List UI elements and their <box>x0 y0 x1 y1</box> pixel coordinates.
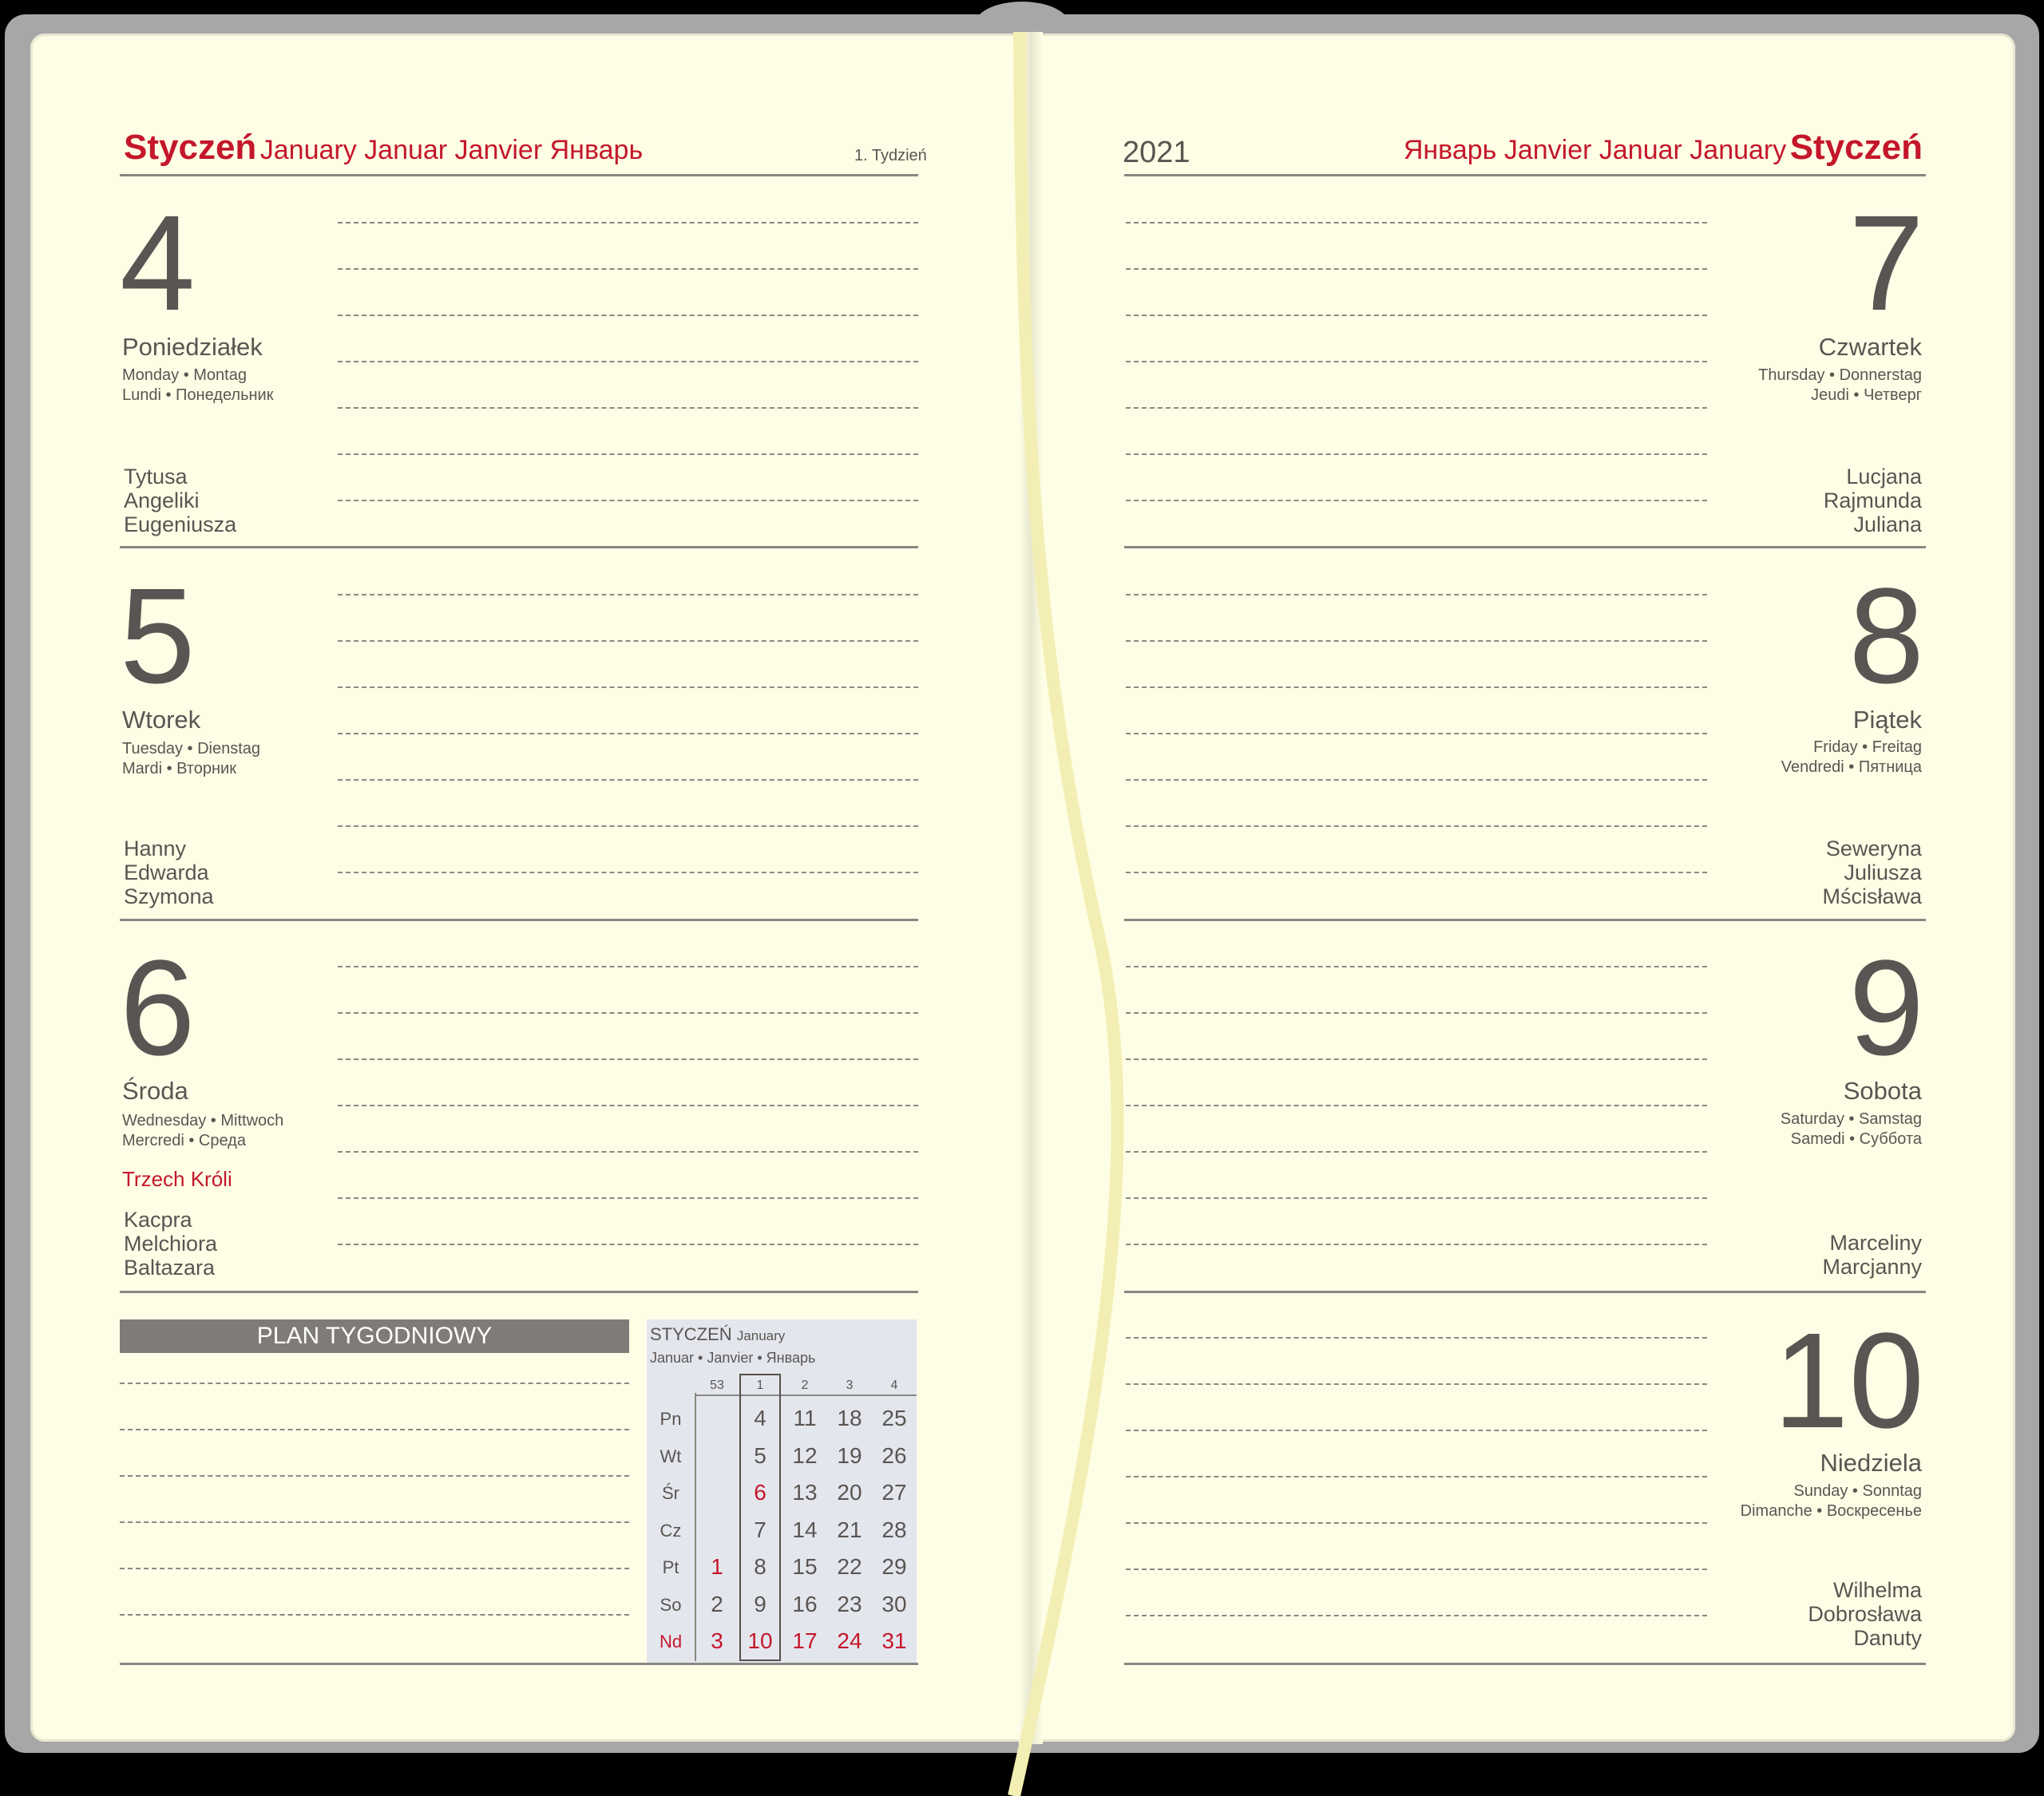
writing-line <box>338 1197 918 1199</box>
writing-line <box>338 1012 918 1014</box>
writing-line <box>1126 1012 1707 1014</box>
name-days: Kacpra Melchiora Baltazara <box>124 1208 218 1280</box>
day-name: Sobota <box>1843 1077 1922 1105</box>
writing-line <box>1126 872 1707 873</box>
writing-line <box>338 268 918 270</box>
mini-calendar <box>647 1319 917 1663</box>
holiday-label: Trzech Króli <box>122 1167 232 1191</box>
calendar-day: 8 <box>754 1554 766 1579</box>
calendar-day: 5 <box>754 1442 766 1468</box>
day-translations: Friday • Freitag Vendredi • Пятница <box>1781 738 1922 776</box>
day-name: Wtorek <box>122 706 201 734</box>
writing-line <box>338 966 918 967</box>
writing-line <box>120 1429 629 1430</box>
name-days: Tytusa Angeliki Eugeniusza <box>124 465 237 536</box>
name-days: Wilhelma Dobrosława Danuty <box>1808 1578 1922 1650</box>
day-rule <box>120 546 918 548</box>
writing-line <box>1126 640 1707 642</box>
calendar-day: 24 <box>837 1628 862 1653</box>
writing-line <box>338 1058 918 1060</box>
day-name: Piątek <box>1852 706 1922 734</box>
calendar-day: 6 <box>754 1480 766 1505</box>
writing-line <box>1126 1569 1707 1570</box>
day-number: 9 <box>1848 932 1924 1084</box>
week-number: 53 <box>710 1379 724 1392</box>
calendar-day: 1 <box>711 1554 723 1579</box>
day-number: 10 <box>1773 1305 1924 1457</box>
day-translations: Saturday • Samstag Samedi • Суббота <box>1780 1110 1922 1148</box>
writing-line <box>1126 407 1707 409</box>
writing-line <box>1126 1105 1707 1106</box>
calendar-day: 4 <box>754 1406 766 1430</box>
calendar-day: 26 <box>881 1442 907 1468</box>
writing-line <box>338 407 918 409</box>
calendar-day: 15 <box>792 1554 818 1579</box>
month-translations: Январь Janvier Januar January <box>1403 135 1787 165</box>
writing-line <box>120 1568 629 1569</box>
writing-line <box>1126 1337 1707 1339</box>
writing-line <box>1126 779 1707 781</box>
writing-line <box>1126 1615 1707 1616</box>
day-name: Czwartek <box>1818 333 1922 361</box>
writing-line <box>338 500 918 501</box>
weekday-label: Pn <box>660 1409 682 1429</box>
calendar-day: 16 <box>792 1591 818 1616</box>
name-days: Lucjana Rajmunda Juliana <box>1823 465 1922 536</box>
writing-line <box>1126 1476 1707 1478</box>
header-rule <box>120 174 918 176</box>
calendar-day: 17 <box>792 1628 818 1653</box>
day-translations: Wednesday • Mittwoch Mercredi • Среда <box>122 1112 284 1149</box>
month-title: Styczeń <box>1789 128 1923 167</box>
weekday-label: Śr <box>662 1483 679 1503</box>
day-rule <box>1124 546 1926 548</box>
name-days: Seweryna Juliusza Mścisława <box>1822 837 1922 908</box>
weekday-label: Wt <box>660 1446 682 1466</box>
week-number: 2 <box>801 1379 809 1392</box>
day-name: Środa <box>122 1077 188 1105</box>
writing-line <box>338 1151 918 1153</box>
mini-calendar-subtitle: Januar • Janvier • Январь <box>650 1350 816 1366</box>
writing-line <box>338 825 918 827</box>
week-number: 3 <box>846 1379 854 1392</box>
writing-line <box>1126 1151 1707 1153</box>
writing-line <box>1126 222 1707 224</box>
month-title: Styczeń <box>124 128 257 167</box>
day-translations: Monday • Montag Lundi • Понедельник <box>122 366 274 404</box>
writing-line <box>1126 1244 1707 1245</box>
left-header <box>124 128 643 168</box>
writing-line <box>338 222 918 224</box>
day-name: Poniedziałek <box>122 333 263 361</box>
writing-line <box>1126 453 1707 455</box>
day-name: Niedziela <box>1820 1449 1922 1477</box>
day-number: 6 <box>120 932 196 1084</box>
calendar-day: 19 <box>837 1442 862 1468</box>
calendar-day: 9 <box>754 1591 766 1616</box>
weekday-label: Nd <box>659 1632 683 1652</box>
year-label: 2021 <box>1123 136 1190 169</box>
writing-line <box>1126 594 1707 595</box>
day-number: 4 <box>120 188 196 339</box>
writing-line <box>338 361 918 362</box>
writing-line <box>338 872 918 873</box>
writing-line <box>1126 500 1707 501</box>
weekly-plan-title: PLAN TYGODNIOWY <box>120 1319 629 1353</box>
calendar-day: 7 <box>754 1517 766 1542</box>
writing-line <box>338 453 918 455</box>
writing-line <box>1126 1522 1707 1524</box>
calendar-day: 12 <box>792 1442 818 1468</box>
day-translations: Tuesday • Dienstag Mardi • Вторник <box>122 740 261 777</box>
writing-line <box>120 1614 629 1616</box>
calendar-day: 28 <box>881 1517 907 1542</box>
calendar-day: 11 <box>793 1406 817 1430</box>
writing-line <box>1126 1383 1707 1385</box>
day-rule <box>1124 919 1926 921</box>
calendar-day: 3 <box>711 1628 723 1653</box>
writing-line <box>120 1383 629 1384</box>
writing-line <box>120 1521 629 1523</box>
calendar-day: 29 <box>881 1554 907 1579</box>
day-number: 7 <box>1848 188 1924 339</box>
calendar-day: 18 <box>837 1406 862 1430</box>
writing-line <box>338 779 918 781</box>
writing-line <box>338 1244 918 1245</box>
calendar-day: 20 <box>837 1480 862 1505</box>
calendar-day: 13 <box>792 1480 818 1505</box>
weekday-label: So <box>660 1594 682 1615</box>
writing-line <box>338 686 918 688</box>
calendar-day: 23 <box>837 1591 862 1616</box>
writing-line <box>1126 966 1707 967</box>
writing-line <box>338 594 918 595</box>
writing-line <box>1126 1058 1707 1060</box>
writing-line <box>1126 361 1707 362</box>
header-rule <box>1124 174 1926 176</box>
calendar-day: 25 <box>881 1406 907 1430</box>
writing-line <box>1126 314 1707 316</box>
calendar-day: 2 <box>711 1591 723 1616</box>
week-number: 1. Tydzień <box>854 147 927 164</box>
calendar-day: 27 <box>881 1480 907 1505</box>
writing-line <box>1126 1430 1707 1431</box>
day-rule <box>1124 1291 1926 1293</box>
calendar-day: 10 <box>747 1628 773 1653</box>
month-translations: January Januar Janvier Январь <box>259 135 644 165</box>
day-number: 8 <box>1848 560 1924 712</box>
day-translations: Sunday • Sonntag Dimanche • Воскресенье <box>1740 1482 1922 1520</box>
day-rule <box>120 1291 918 1293</box>
day-number: 5 <box>120 560 196 712</box>
day-translations: Thursday • Donnerstag Jeudi • Четверг <box>1758 366 1922 404</box>
calendar-day: 21 <box>837 1517 862 1542</box>
day-rule <box>120 919 918 921</box>
weekday-label: Cz <box>660 1520 682 1541</box>
writing-line <box>120 1475 629 1477</box>
writing-line <box>338 733 918 734</box>
weekday-label: Pt <box>662 1557 679 1577</box>
writing-line <box>1126 825 1707 827</box>
mini-calendar-divider <box>695 1393 696 1661</box>
mini-calendar-title: STYCZEŃ January <box>650 1324 786 1344</box>
writing-line <box>338 640 918 642</box>
calendar-day: 30 <box>881 1591 907 1616</box>
calendar-day: 31 <box>881 1628 907 1653</box>
calendar-day: 22 <box>837 1554 862 1579</box>
right-header <box>1404 128 1923 168</box>
writing-line <box>338 314 918 316</box>
writing-line <box>1126 268 1707 270</box>
name-days: Marceliny Marcjanny <box>1822 1231 1922 1279</box>
name-days: Hanny Edwarda Szymona <box>124 837 214 908</box>
mini-calendar-rule <box>696 1394 917 1396</box>
bookmark-ribbon <box>982 32 1158 1796</box>
writing-line <box>1126 686 1707 688</box>
calendar-day: 14 <box>792 1517 818 1542</box>
page-bottom-rule <box>120 1663 918 1665</box>
writing-line <box>1126 1197 1707 1199</box>
writing-line <box>338 1105 918 1106</box>
week-number: 1 <box>756 1379 764 1392</box>
writing-line <box>1126 733 1707 734</box>
week-number: 4 <box>890 1379 898 1392</box>
page-bottom-rule <box>1124 1663 1926 1665</box>
ribbon-path <box>1014 32 1118 1796</box>
